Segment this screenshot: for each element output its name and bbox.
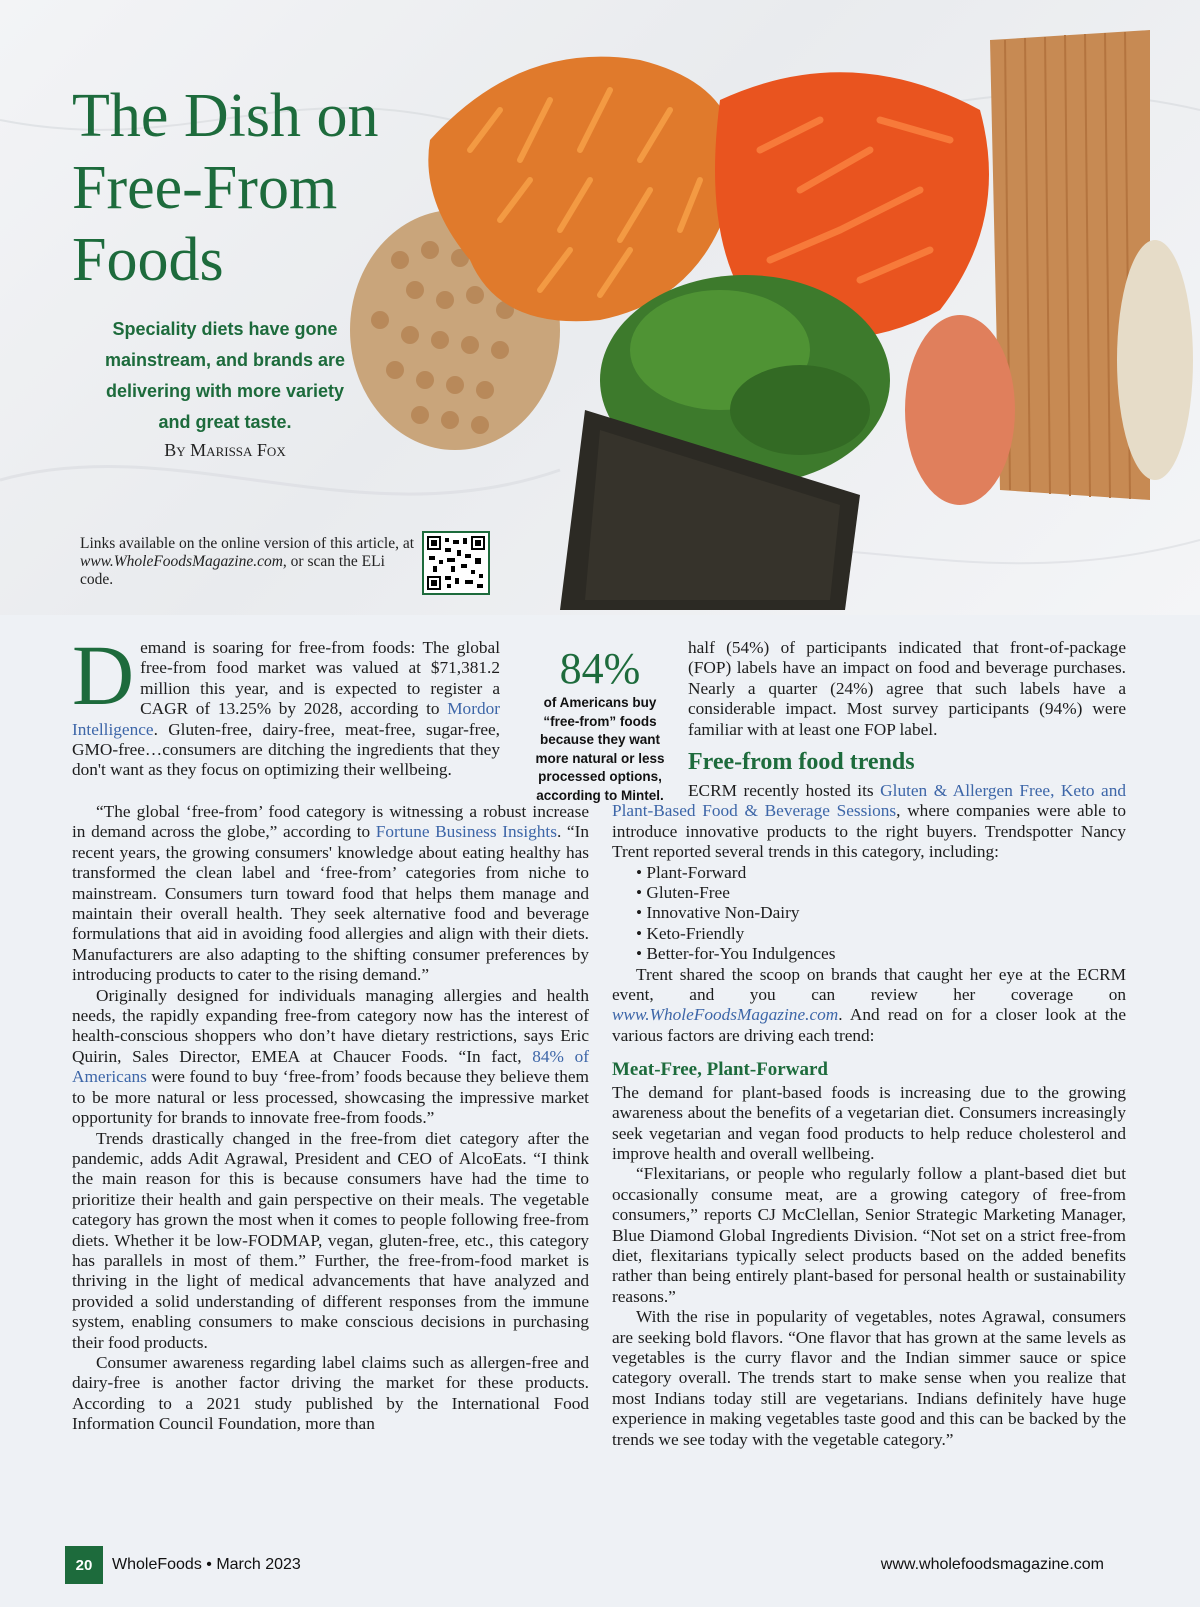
section-heading-free-from-trends: Free-from food trends bbox=[688, 749, 915, 776]
article-title: The Dish on Free-From Foods bbox=[72, 82, 379, 294]
qr-code-pattern bbox=[427, 536, 485, 590]
article-deck: Speciality diets have gone mainstream, and brands are delivering with more variety and great taste. bbox=[104, 319, 346, 432]
article-column-2 bbox=[612, 781, 1126, 1450]
article-column-1-lower bbox=[72, 802, 589, 1435]
fortune-business-insights-link[interactable]: Fortune Business Insights bbox=[375, 822, 557, 842]
byline: By Marissa Fox bbox=[164, 440, 286, 460]
mordor-intelligence-link[interactable]: Mordor Intelligence bbox=[72, 699, 500, 739]
article-column-1 bbox=[72, 627, 500, 781]
paragraph-3: Originally designed for individuals managing allergies and health needs, the rapidly expanding free-from category now has the interest of health-conscious shoppers who don’t have dietary restrictions, says Eric Quirin, Sales Director, EMEA at Chaucer Foods. “In fact, 84% of Americans were found to buy ‘free-from’ foods because they believe them to be more natural or less processed, showcasing the impressive market opportunity for brands to innovate free-from foods.” bbox=[72, 985, 589, 1128]
wholefoods-site-link[interactable]: www.WholeFoodsMagazine.com bbox=[612, 1005, 839, 1025]
paragraph-5: Consumer awareness regarding label claims such as allergen-free and dairy-free is another factor driving the market for these products. According to a 2021 study published by the International Food Information Council Foundation, more than bbox=[72, 1352, 589, 1434]
barley-illustration bbox=[1117, 240, 1193, 480]
paragraph-11: With the rise in popularity of vegetables, notes Agrawal, consumers are seeking bold flavors. “One flavor that has grown at the same levels as vegetables is the curry flavor and the Indian simmer sauce or spice category overall. The trends start to make sense when you realize that most Indians today still are vegetarians. Indians definitely have huge experience in making vegetables taste good and this can be backed by the trends we see today with the vegetable category.” bbox=[612, 1307, 1126, 1449]
lentils-illustration bbox=[905, 315, 1015, 505]
paragraph-7: ECRM recently hosted its Gluten & Allergen Free, Keto and Plant-Based Food & Beverage Sessions, where companies were able to introduce innovative products to the right buyers. Trendspotter Nancy Trent reported several trends in this category, including: bbox=[612, 781, 1126, 862]
stat-number: 84% bbox=[559, 644, 641, 693]
paragraph-2: “The global ‘free-from’ food category is witnessing a robust increase in demand across the globe,” according to Fortune Business Insights. “In recent years, the growing consumers' knowledge about eating healthy has transformed the clean label and ‘free-from’ categories from niche to mainstream. Consumers turn toward food that helps them manage and maintain their overall health. They seek alternative food and beverage formulations that aid in avoiding food allergies and align with their diets. Manufacturers are also adapting to the shifting consumer preferences by introducing products to cater to the rising demand.” bbox=[72, 802, 589, 985]
trends-list bbox=[612, 863, 1126, 965]
hero-section bbox=[0, 0, 1200, 615]
list-item: • Keto-Friendly bbox=[636, 924, 1126, 944]
ecrm-sessions-link[interactable]: Gluten & Allergen Free, Keto and Plant-Based Food & Beverage Sessions bbox=[612, 781, 1126, 821]
list-item: • Gluten-Free bbox=[636, 883, 1126, 903]
publication-info: WholeFoods • March 2023 bbox=[112, 1556, 301, 1573]
list-item: • Better-for-You Indulgences bbox=[636, 944, 1126, 964]
article-column-2-upper bbox=[688, 638, 1126, 774]
page-number: 20 bbox=[65, 1546, 103, 1584]
website-link[interactable]: www.WholeFoodsMagazine.com bbox=[80, 553, 283, 570]
qr-code[interactable] bbox=[422, 531, 490, 595]
footer-website[interactable]: www.wholefoodsmagazine.com bbox=[880, 1556, 1104, 1573]
paragraph-8: Trent shared the scoop on brands that caught her eye at the ECRM event, and you can review her coverage on www.WholeFoodsMagazine.com. And read on for a closer look at the various factors are driving each trend: bbox=[612, 964, 1126, 1045]
paragraph-1: Demand is soaring for free-from foods: The global free-from food market was valued at $71,381.2 million this year, and is expected to register a CAGR of 13.25% by 2028, according to Mordor Intelligence. Gluten-free, dairy-free, meat-free, sugar-free, GMO-free…consumers are ditching the ingredients that they don't want as they focus on optimizing their wellbeing. bbox=[72, 627, 500, 780]
paragraph-4: Trends drastically changed in the free-from diet category after the pandemic, adds Adit Agrawal, President and CEO of AlcoEats. “I think the main reason for this is because consumers have had the time to prioritize their health and gain perspective on their meals. The vegetable category has grown the most when it comes to people following free-from diets. Whether it be low-FODMAP, vegan, gluten-free, etc., this category has parallels in most of them.” Further, the free-from-food market is thriving in the light of medical advancements that have analyzed and provided a solid understanding of different responses from the immune system, enabling consumers to make conscious decisions in purchasing their food products. bbox=[72, 1128, 589, 1352]
list-item: • Plant-Forward bbox=[636, 863, 1126, 883]
section-heading-meat-free: Meat-Free, Plant-Forward bbox=[612, 1059, 828, 1081]
list-item: • Innovative Non-Dairy bbox=[636, 903, 1126, 923]
americans-statistic-link[interactable]: 84% of Americans bbox=[72, 1046, 589, 1087]
drop-cap: D bbox=[72, 627, 135, 723]
paragraph-10: “Flexitarians, or people who regularly follow a plant-based diet but occasionally consume meat, are a growing category of free-from consumers,” reports CJ McClellan, Senior Strategic Marketing Manager, Blue Diamond Global Ingredients Division. “Not set on a strict free-from diet, flexitarians typically select products based on the added benefits rather than being entirely plant-based for personal health or sustainability reasons.” bbox=[612, 1164, 1126, 1306]
paragraph-6: half (54%) of participants indicated that front-of-package (FOP) labels have an impact on food and beverage purchases. Nearly a quarter (24%) agree that such labels have a considerable impact. Most survey participants (94%) were familiar with at least one FOP label. bbox=[688, 638, 1126, 739]
stat-text: of Americans buy “free-from” foods because they want more natural or less processed options, according to Mintel. bbox=[535, 695, 665, 803]
paragraph-9: The demand for plant-based foods is increasing due to the growing awareness about the benefits of a vegetarian diet. Consumers increasingly seek vegetarian and vegan food products to help reduce cholesterol and improve health and overall wellbeing. bbox=[612, 1082, 1126, 1163]
online-links-note: Links available on the online version of this article, at www.WholeFoodsMagazine.com, or scan the ELi code. bbox=[80, 535, 415, 588]
